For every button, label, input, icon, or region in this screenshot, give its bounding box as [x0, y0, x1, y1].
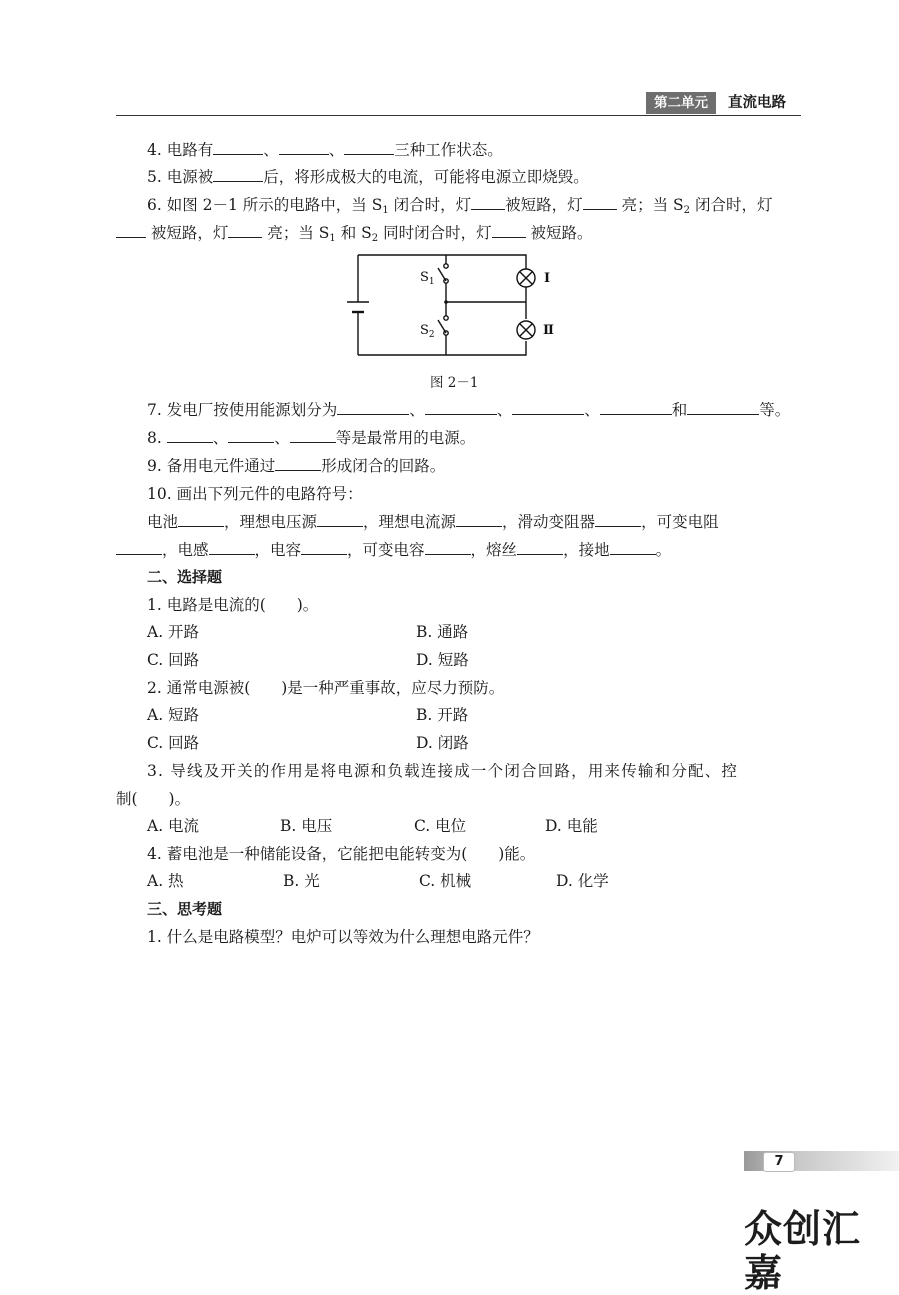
answer-blank[interactable]	[492, 222, 526, 238]
choice-3-option-d[interactable]: D. 电能	[545, 817, 598, 835]
choice-1-question: 1. 电路是电流的( )。	[147, 596, 319, 614]
q9-text-end: 形成闭合的回路。	[321, 457, 446, 475]
q4-text: 4. 电路有	[147, 141, 214, 159]
choice-2-option-b[interactable]: B. 开路	[416, 706, 469, 724]
figure-caption: 图 2－1	[430, 375, 479, 391]
answer-blank[interactable]	[290, 427, 336, 443]
choice-3-question: 3. 导线及开关的作用是将电源和负载连接成一个闭合回路，用来传输和分配、控	[147, 762, 739, 780]
section-heading-choice: 二、选择题	[147, 568, 223, 586]
question-7	[147, 399, 790, 421]
answer-blank[interactable]	[116, 539, 162, 555]
q6-text: 闭合时，灯	[388, 196, 472, 214]
choice-1-option-b[interactable]: B. 通路	[416, 623, 469, 641]
answer-blank[interactable]	[213, 139, 263, 155]
q8-sep: 、	[274, 429, 290, 447]
answer-blank[interactable]	[583, 194, 617, 210]
answer-blank[interactable]	[228, 222, 262, 238]
answer-blank[interactable]	[275, 455, 321, 471]
question-10-items-cont	[116, 539, 671, 561]
answer-blank[interactable]	[301, 539, 347, 555]
answer-blank[interactable]	[167, 427, 213, 443]
question-6	[147, 194, 772, 222]
chapter-title: 直流电路	[728, 95, 786, 111]
q4-sep: 、	[263, 141, 279, 159]
switch-s1-blade	[438, 268, 446, 281]
label-s2: $S_2$	[420, 323, 435, 340]
answer-blank[interactable]	[317, 511, 363, 527]
thinking-question-1: 1. 什么是电路模型？电炉可以等效为什么理想电路元件？	[147, 928, 539, 946]
choice-3-option-a[interactable]: A. 电流	[147, 817, 200, 835]
choice-3-option-c[interactable]: C. 电位	[414, 817, 467, 835]
circuit-diagram	[340, 250, 570, 362]
q9-text: 9. 备用电元件通过	[147, 457, 276, 475]
q10-text-end: 。	[655, 541, 672, 559]
q10-text: ，理想电压源	[224, 513, 318, 531]
subscript: 1	[382, 205, 389, 216]
answer-blank[interactable]	[512, 399, 584, 415]
choice-1-option-a[interactable]: A. 开路	[147, 623, 200, 641]
subscript: 2	[683, 205, 691, 216]
choice-1-option-c[interactable]: C. 回路	[147, 651, 200, 669]
answer-blank[interactable]	[116, 222, 146, 238]
q6-text-end: 被短路。	[525, 224, 593, 242]
watermark-logo: 众创汇嘉	[744, 1207, 862, 1295]
q8-text-end: 等是最常用的电源。	[335, 429, 476, 447]
q7-text: 7. 发电厂按使用能源划分为	[147, 401, 338, 419]
question-10	[147, 483, 363, 505]
q10-text: ，接地	[563, 541, 610, 559]
q10-text: ，可变电阻	[641, 513, 719, 531]
q10-text: 10. 画出下列元件的电路符号：	[147, 485, 363, 503]
q4-sep: 、	[328, 141, 345, 159]
question-9	[147, 455, 445, 477]
switch-s1-contact-top	[444, 264, 448, 268]
section-heading-thinking: 三、思考题	[147, 900, 223, 918]
q7-sep: 、	[409, 401, 425, 419]
page-number: 7	[763, 1152, 795, 1172]
subscript: 2	[371, 233, 379, 244]
q10-text: 电池	[147, 513, 179, 531]
unit-label: 第二单元	[646, 92, 716, 114]
answer-blank[interactable]	[456, 511, 502, 527]
choice-4-option-d[interactable]: D. 化学	[556, 872, 609, 890]
subscript: 1	[329, 233, 336, 244]
switch-s2-contact-top	[444, 316, 448, 320]
q6-text: 闭合时，灯	[690, 196, 773, 214]
q10-text: ，熔丝	[470, 541, 518, 559]
q5-text-end: 后，将形成极大的电流，可能将电源立即烧毁。	[263, 168, 589, 186]
q4-text-end: 三种工作状态。	[394, 141, 503, 159]
q5-text: 5. 电源被	[147, 168, 214, 186]
answer-blank[interactable]	[687, 399, 759, 415]
q10-text: ，电感	[162, 541, 209, 559]
answer-blank[interactable]	[610, 539, 656, 555]
question-4	[147, 139, 503, 161]
choice-2-option-d[interactable]: D. 闭路	[416, 734, 469, 752]
q10-text: ，理想电流源	[363, 513, 457, 531]
q10-text: ，滑动变阻器	[502, 513, 596, 531]
q10-text: ，电容	[254, 541, 302, 559]
choice-4-question: 4. 蓄电池是一种储能设备，它能把电能转变为( )能。	[147, 845, 536, 863]
answer-blank[interactable]	[228, 427, 274, 443]
choice-1-option-d[interactable]: D. 短路	[416, 651, 469, 669]
wire-bottom	[358, 341, 526, 355]
q8-text: 8.	[147, 429, 167, 447]
q7-sep: 、	[496, 401, 513, 419]
answer-blank[interactable]	[337, 399, 409, 415]
header-rule	[116, 115, 801, 116]
choice-3-option-b[interactable]: B. 电压	[280, 817, 333, 835]
label-s1: $S_1$	[420, 270, 435, 287]
choice-2-option-a[interactable]: A. 短路	[147, 706, 200, 724]
q6-text: 同时闭合时，灯	[378, 224, 492, 242]
question-6-cont	[116, 222, 593, 250]
answer-blank[interactable]	[213, 166, 263, 182]
answer-blank[interactable]	[279, 139, 329, 155]
q10-text: ，可变电容	[347, 541, 425, 559]
question-5	[147, 166, 589, 188]
q6-text: 6. 如图 2－1 所示的电路中，当 S	[147, 196, 383, 214]
choice-3-question-cont: 制( )。	[116, 790, 191, 808]
answer-blank[interactable]	[425, 539, 471, 555]
wire-top	[358, 255, 526, 270]
choice-2-question: 2. 通常电源被( )是一种严重事故，应尽力预防。	[147, 679, 505, 697]
q6-text: 被短路，灯	[505, 196, 583, 214]
answer-blank[interactable]	[344, 139, 394, 155]
answer-blank[interactable]	[425, 399, 497, 415]
question-8	[147, 427, 475, 449]
q6-text: 被短路，灯	[146, 224, 229, 242]
answer-blank[interactable]	[178, 511, 224, 527]
choice-4-option-a[interactable]: A. 热	[147, 872, 184, 890]
answer-blank[interactable]	[600, 399, 672, 415]
answer-blank[interactable]	[517, 539, 563, 555]
switch-s2-blade	[438, 320, 446, 333]
q6-text: 亮；当 S	[262, 224, 330, 242]
choice-4-option-b[interactable]: B. 光	[283, 872, 320, 890]
q6-text: 和 S	[335, 224, 372, 242]
answer-blank[interactable]	[595, 511, 641, 527]
question-10-items	[147, 511, 719, 533]
choice-4-option-c[interactable]: C. 机械	[419, 872, 472, 890]
q8-sep: 、	[212, 429, 229, 447]
q7-and: 和	[671, 401, 688, 419]
answer-blank[interactable]	[209, 539, 255, 555]
q7-text-end: 等。	[759, 401, 791, 419]
label-lamp-2: Ⅱ	[543, 323, 554, 338]
q6-text: 亮；当 S	[616, 196, 684, 214]
answer-blank[interactable]	[471, 194, 505, 210]
q7-sep: 、	[584, 401, 600, 419]
label-lamp-1: Ⅰ	[544, 271, 551, 286]
choice-2-option-c[interactable]: C. 回路	[147, 734, 200, 752]
